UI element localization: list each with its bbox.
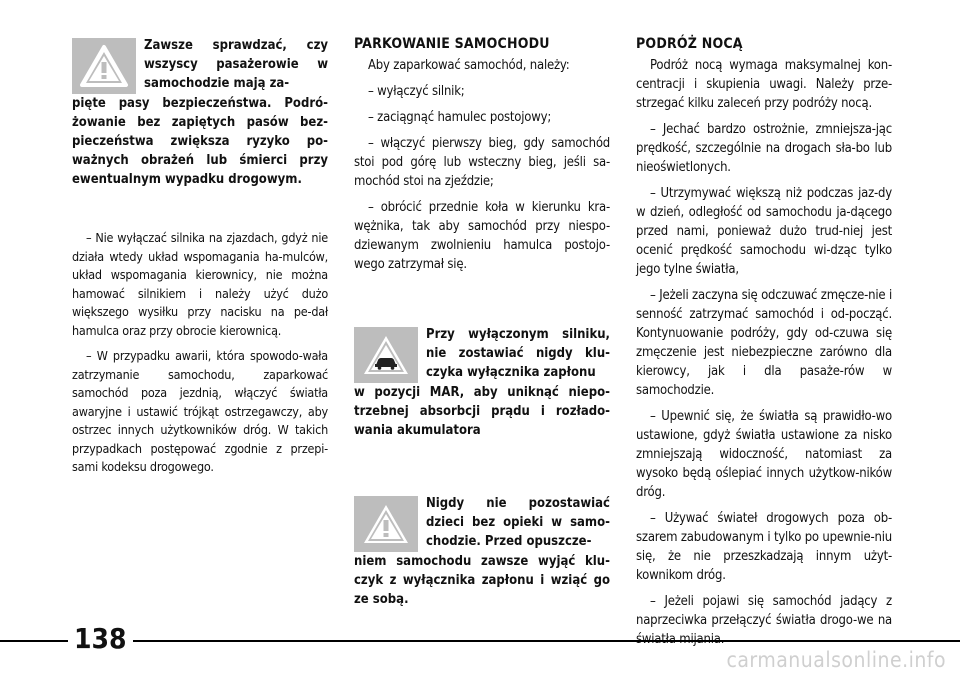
parking-step: – wyłączyć silnik; bbox=[368, 84, 465, 99]
parking-section-title: PARKOWANIE SAMOCHODU bbox=[354, 36, 550, 52]
seatbelt-warning-text: pięte pasy bezpieczeństwa. Podró-żowanie bez zapiętych pasów bez-pieczeństwa zwiększa ryzyko po-ważnych obrażeń lub śmierci przy ewentualnym wypadku drogowym. bbox=[72, 96, 328, 187]
night-driving-paragraph: – Jechać bardzo ostrożnie, zmniejsza-jąc prędkość, szczególnie na drogach sła-bo lub nieoświetlonych. bbox=[636, 122, 892, 175]
exclamation-warning-icon bbox=[354, 496, 418, 552]
night-driving-section-title: PODRÓŻ NOCĄ bbox=[636, 36, 743, 52]
night-driving-paragraph: – Używać świateł drogowych poza ob-szarem zabudowanym i tylko po upewnie-niu się, że nie przeszkadzają innym użyt-kownikom dróg. bbox=[636, 511, 892, 583]
footer-rule bbox=[0, 640, 960, 642]
parking-intro: Aby zaparkować samochód, należy: bbox=[368, 58, 570, 73]
exclamation-warning-icon bbox=[72, 38, 136, 94]
battery-warning-text: w pozycji MAR, aby uniknąć niepo-trzebnej absorbcji prądu i rozłado-wania akumulatora bbox=[354, 385, 610, 438]
left-column bbox=[72, 36, 328, 484]
seatbelt-warning bbox=[72, 36, 328, 189]
children-warning bbox=[354, 494, 610, 609]
children-warning-lead: Nigdy nie pozostawiać dzieci bez opieki w samo-chodzie. Przed opuszcze- bbox=[426, 496, 610, 549]
night-driving-paragraph: – Utrzymywać większą niż podczas jaz-dy w dzień, odległość od samochodu ja-dącego przed nami, ponieważ dużo trud-niej jest ocenić prędkość samochodu wi-dząc tylko jego tylne światła, bbox=[636, 186, 892, 277]
parking-step: – zaciągnąć hamulec postojowy; bbox=[368, 110, 552, 125]
children-warning-text: niem samochodu zawsze wyjąć klu-czyk z wyłącznika zapłonu i wziąć go ze sobą. bbox=[354, 554, 610, 607]
battery-warning-lead: Przy wyłączonym silniku, nie zostawiać nigdy klu-czyka wyłącznika zapłonu bbox=[426, 327, 610, 380]
night-driving-paragraph: – Jeżeli zaczyna się odczuwać zmęcze-nie i senność zatrzymać samochód i od-począć. Kontynuowanie podróży, gdy od-czuwa się zmęczenie jest niebezpieczne zarówno dla kierowcy, jak i dla pasaże-rów w samochodzie. bbox=[636, 288, 892, 398]
parking-step: – włączyć pierwszy bieg, gdy samochód stoi pod górę lub wsteczny bieg, jeśli sa-mochód stoi na zjeździe; bbox=[354, 136, 610, 189]
middle-column bbox=[354, 36, 610, 609]
right-column bbox=[636, 36, 892, 656]
battery-warning bbox=[354, 325, 610, 440]
parking-step: – obrócić przednie koła w kierunku kra-wężnika, tak aby samochód przy niespo-dziewanym zwolnieniu hamulca postojo-wego zatrzymał się. bbox=[354, 200, 610, 272]
engine-off-paragraph: – Nie wyłączać silnika na zjazdach, gdyż nie działa wtedy układ wspomagania ha-mulców, układ wspomagania kierownicy, nie można hamować silnikiem i należy użyć dużo większego wysiłku przy nacisku na pe-dał hamulca oraz przy obrocie kierownicą. bbox=[72, 230, 328, 338]
seatbelt-warning-lead: Zawsze sprawdzać, czy wszyscy pasażerowie w samochodzie mają za- bbox=[144, 38, 328, 91]
watermark: carmanualsonline.info bbox=[726, 648, 946, 672]
night-driving-paragraph: Podróż nocą wymaga maksymalnej kon-centracji i skupienia uwagi. Należy prze-strzegać kilku zaleceń przy podróży nocą. bbox=[636, 58, 892, 111]
breakdown-paragraph: – W przypadku awarii, która spowodo-wała zatrzymanie samochodu, zaparkować samochód poza jezdnią, włączyć światła awaryjne i ustawić trójkąt ostrzegawczy, aby ostrzec innych użytkowników dróg. W takich przypadkach postępować zgodnie z przepi-sami kodeksu drogowego. bbox=[72, 348, 328, 474]
car-warning-icon bbox=[354, 327, 418, 383]
night-driving-paragraph: – Upewnić się, że światła są prawidło-wo ustawione, gdyż światła ustawione za nisko zmniejszają widoczność, natomiast za wysoko będą oślepiać innych użytkow-ników dróg. bbox=[636, 409, 892, 500]
night-driving-paragraph: – Jeżeli pojawi się samochód jadący z naprzeciwka przełączyć światła drogo-we na bbox=[636, 594, 892, 628]
page-number: 138 bbox=[68, 622, 133, 656]
